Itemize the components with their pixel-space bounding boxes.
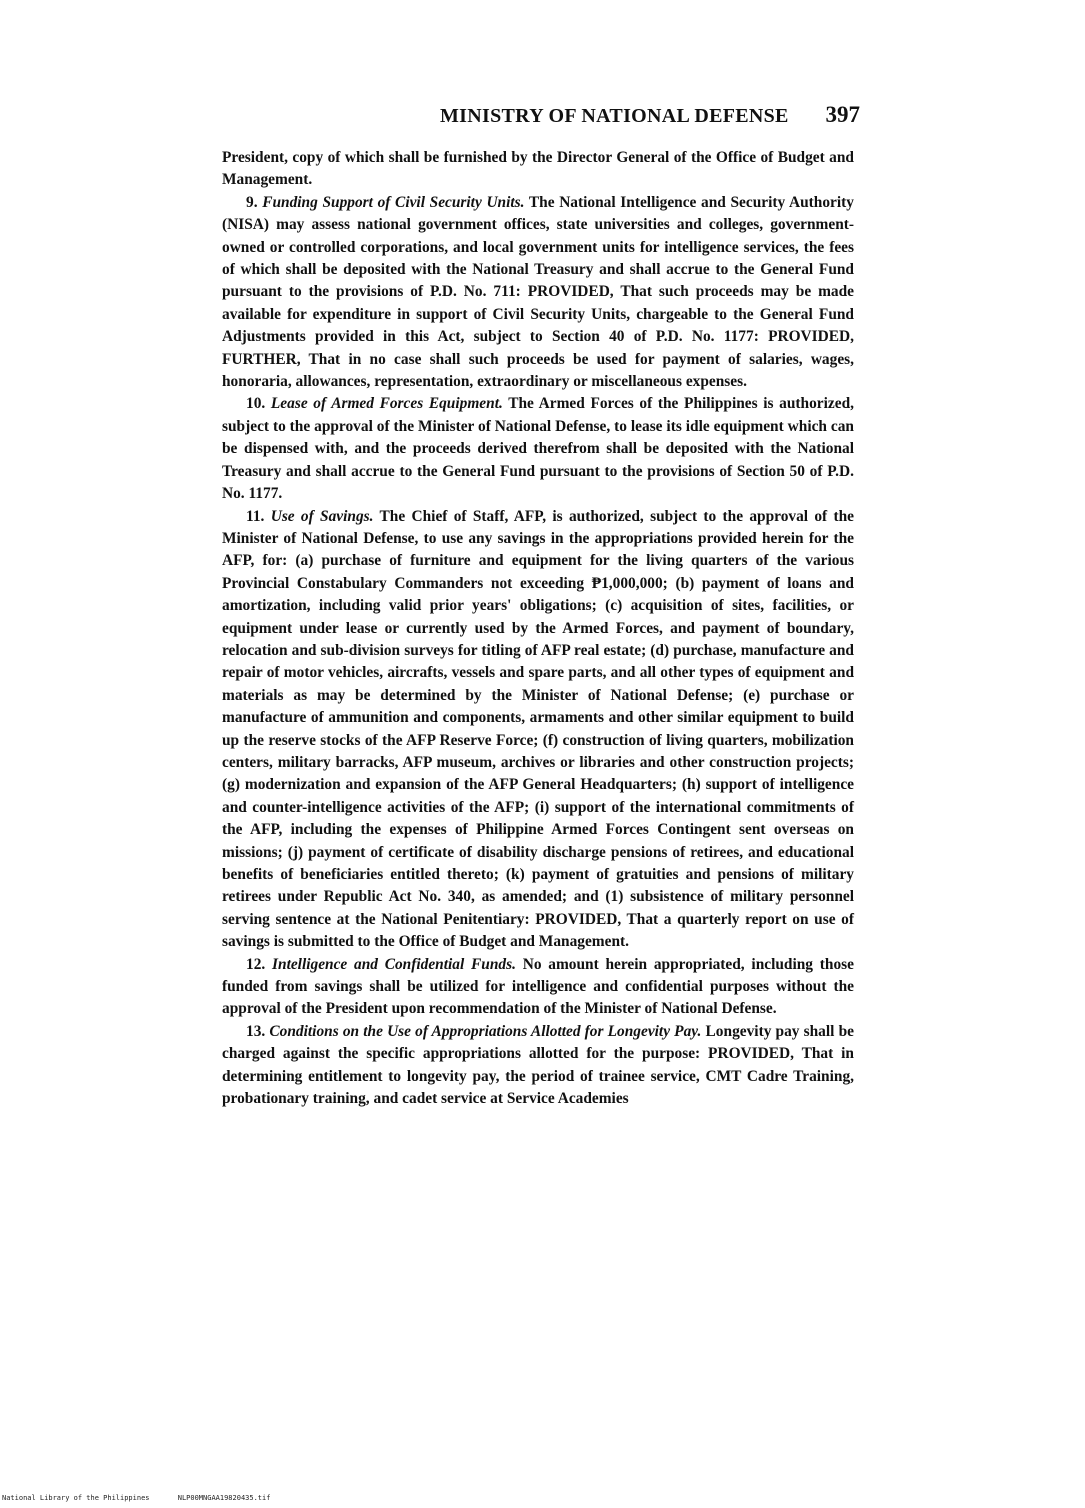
section-number: 12. [246, 955, 266, 973]
scan-footer [2, 1494, 270, 1502]
section-12 [222, 954, 854, 1021]
section-title: Funding Support of Civil Security Units. [262, 193, 525, 211]
section-10 [222, 393, 854, 505]
section-title: Lease of Armed Forces Equipment. [270, 395, 503, 413]
section-text: The Armed Forces of the Philippines is authorized, subject to the approval of the Minister of National Defense, to lease its idle equipment which can be dispensed with, and the proceeds derived therefrom shall be deposited with the National Treasury and shall accrue to the General Fund pursuant to the provisions of Section 50 of P.D. No. 1177. [222, 395, 854, 503]
running-header [440, 102, 860, 136]
body-text [222, 147, 854, 1110]
footer-file-id: NLP00MNGAA19820435.tif [177, 1494, 271, 1502]
section-text: No amount herein appropriated, including those funded from savings shall be utilized for intelligence and confidential purposes without the approval of the President upon recommendation of the Minister of National Defense. [222, 955, 854, 1018]
section-text: The National Intelligence and Security Authority (NISA) may assess national government offices, state universities and colleges, government-owned or controlled corporations, and local government units for intelligence services, the fees of which shall be deposited with the National Treasury and shall accrue to the General Fund pursuant to the provisions of P.D. No. 711: PROVIDED, That such proceeds may be made available for expenditure in support of Civil Security Units, chargeable to the General Fund Adjustments provided in this Act, subject to Section 40 of P.D. No. 1177: PROVIDED, FURTHER, That in no case shall such proceeds be used for payment of salaries, wages, honoraria, allowances, representation, extraordinary or miscellaneous expenses. [222, 193, 854, 391]
section-title: Intelligence and Confidential Funds. [272, 955, 516, 973]
section-11 [222, 506, 854, 954]
section-number: 10. [246, 395, 266, 413]
section-13 [222, 1021, 854, 1111]
footer-library: National Library of the Philippines [2, 1494, 150, 1502]
section-text: The Chief of Staff, AFP, is authorized, subject to the approval of the Minister of National Defense, to use any savings in the appropriations provided herein for the AFP, for: (a) purchase of furniture and equipment for the living quarters of the various Provincial Constabulary Commanders not exceeding ₱1,000,000; (b) payment of loans and amortization, including valid prior years' obligations; (c) acquisition of sites, facilities, or equipment under lease or currently used by the Armed Forces, and payment of boundary, relocation and sub-division surveys for titling of AFP real estate; (d) purchase, manufacture and repair of motor vehicles, aircrafts, vessels and spare parts, and all other types of equipment and materials as may be determined by the Minister of National Defense; (e) purchase or manufacture of ammunition and components, armaments and other similar equipment to build up the reserve stocks of the AFP Reserve Force; (f) construction of living quarters, mobilization centers, military barracks, AFP museum, archives or libraries and other construction projects; (g) modernization and expansion of the AFP General Headquarters; (h) support of intelligence and counter-intelligence activities of the AFP; (i) support of the international commitments of the AFP, including the expenses of Philippine Armed Forces Contingent sent overseas on missions; (j) payment of certificate of disability discharge pensions of retirees, and educational benefits of beneficiaries entitled thereto; (k) payment of gratuities and pensions of military retirees under Republic Act No. 340, as amended; and (1) subsistence of military personnel serving sentence at the National Penitentiary: PROVIDED, That a quarterly report on use of savings is submitted to the Office of Budget and Management. [222, 507, 854, 951]
section-title: Use of Savings. [270, 507, 374, 525]
section-number: 9. [246, 193, 258, 211]
section-title: Conditions on the Use of Appropriations Allotted for Longevity Pay. [269, 1022, 702, 1040]
running-header-title: MINISTRY OF NATIONAL DEFENSE [440, 105, 789, 127]
section-9 [222, 192, 854, 394]
paragraph-continuation [222, 147, 854, 192]
page-number: 397 [825, 102, 860, 127]
section-text: Longevity pay shall be charged against the specific appropriations allotted for the purpose: PROVIDED, That in determining entitlement to longevity pay, the period of trainee service, CMT Cadre Training, probationary training, and cadet service at Service Academies [222, 1022, 854, 1108]
section-number: 11. [246, 507, 265, 525]
paragraph-text: President, copy of which shall be furnished by the Director General of the Office of Budget and Management. [222, 149, 854, 189]
section-number: 13. [246, 1022, 266, 1040]
